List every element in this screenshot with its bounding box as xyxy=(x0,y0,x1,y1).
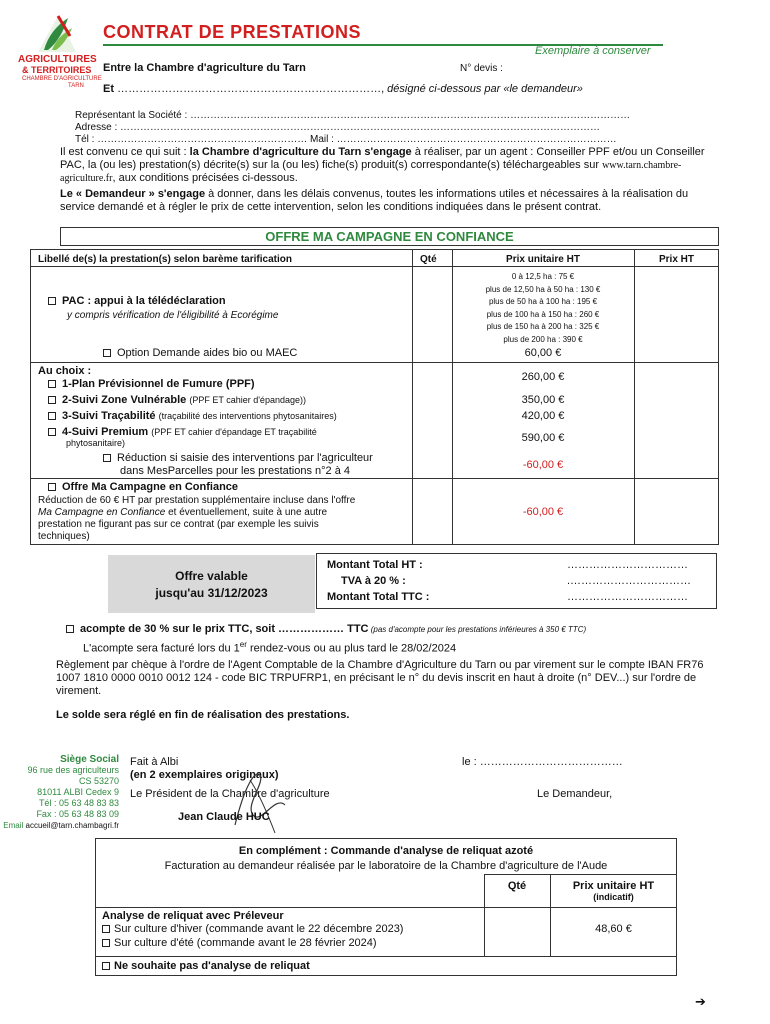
option-bio-checkbox[interactable] xyxy=(103,349,111,357)
mcc-line3: prestation ne figurant pas sur ce contrat (par exemple les suivis xyxy=(38,519,319,530)
total-ht-label: Montant Total HT : xyxy=(327,559,423,571)
coord-tel: Tél : ……………………………………………………… Mail : ………………………………………………………………………… xyxy=(75,134,617,145)
acompte-row xyxy=(66,623,586,635)
complement-header-top xyxy=(484,874,677,875)
complement-title: En complément : Commande d'analyse de reliquat azoté xyxy=(238,845,534,857)
siege-l3: 81011 ALBI Cedex 9 xyxy=(37,787,119,797)
row-sep-1 xyxy=(30,362,719,363)
le-date: le : ………………………………… xyxy=(462,756,623,768)
reduc-price: -60,00 € xyxy=(522,459,564,471)
svuln-row xyxy=(48,394,306,406)
mcc-line4: techniques) xyxy=(38,531,90,542)
acompte-date xyxy=(83,640,456,655)
sprem-checkbox[interactable] xyxy=(48,428,56,436)
mcc-line2-italic: Ma Campagne en Confiance xyxy=(38,507,166,518)
mcc-label: Offre Ma Campagne en Confiance xyxy=(62,481,239,493)
reduc-line1: Réduction si saisie des interventions par l'agriculteur xyxy=(117,452,373,464)
pac-price-3: plus de 100 ha à 150 ha : 260 € xyxy=(486,309,600,319)
strac-checkbox[interactable] xyxy=(48,412,56,420)
exemplaires-label: (en 2 exemplaires originaux) xyxy=(130,769,279,781)
sprem-price: 590,00 € xyxy=(521,432,565,444)
total-ttc-value: …………………………… xyxy=(567,591,688,603)
intro-paragraph-2 xyxy=(60,188,716,214)
logo-line3: CHAMBRE D'AGRICULTURE xyxy=(22,76,102,82)
pac-price-list xyxy=(452,271,634,346)
reglement-paragraph: Règlement par chèque à l'ordre de l'Agent Comptable de la Chambre d'Agriculture du Tarn ou par virement sur le compte IBAN FR76 1007 1810 0000 0010 0012 124 - code BIC TRPUFRP1, en précisant le n° du devis inscrit en haut à droite (n° DEV...) sur l'ordre de virement. xyxy=(56,659,704,697)
siege-l4: Tél : 05 63 48 83 83 xyxy=(38,798,119,808)
offre-title: OFFRE MA CAMPAGNE EN CONFIANCE xyxy=(265,229,514,244)
et-prefix: Et xyxy=(103,83,114,95)
ppf-checkbox[interactable] xyxy=(48,380,56,388)
sprem-sub1: (PPF ET cahier d'épandage ET traçabilité xyxy=(151,427,317,437)
complement-col-qte: Qté xyxy=(507,880,527,892)
intro-url-link[interactable]: www.tarn.chambre-agriculture.fr xyxy=(60,160,682,184)
coord-adresse: Adresse : ……………………………………………………………………………………………………………………………… xyxy=(75,122,601,133)
non-analyse-label: Ne souhaite pas d'analyse de reliquat xyxy=(114,960,310,972)
pac-price-5: plus de 200 ha : 390 € xyxy=(503,334,583,344)
siege-email-link[interactable]: accueil@tarn.chambagri.fr xyxy=(25,821,119,830)
col-sep-1 xyxy=(412,249,413,545)
col-libelle: Libellé de(s) la prestation(s) selon barème tarification xyxy=(38,254,292,265)
fait-a: Fait à Albi xyxy=(130,756,179,768)
siege-title: Siège Social xyxy=(60,754,119,765)
ppf-label: 1-Plan Prévisionnel de Fumure (PPF) xyxy=(62,378,255,390)
reduc-row xyxy=(103,452,373,464)
option-bio-row xyxy=(103,347,297,359)
col-sep-3 xyxy=(634,249,635,545)
sprem-label: 4-Suivi Premium xyxy=(62,426,149,438)
intro-p2-a: Le « Demandeur » s'engage xyxy=(60,188,206,200)
sprem-sub2: phytosanitaire) xyxy=(66,438,126,448)
ete-checkbox[interactable] xyxy=(102,939,110,947)
complement-col-pu-sub: (indicatif) xyxy=(593,892,634,902)
mcc-desc xyxy=(38,495,412,543)
intro-p1-d: , aux conditions précisées ci-dessous. xyxy=(112,172,298,184)
offre-valable-box xyxy=(108,555,315,613)
strac-label: 3-Suivi Traçabilité xyxy=(62,410,156,422)
acompte-label: acompte de 30 % sur le prix TTC, soit ……………… TTC xyxy=(80,623,369,635)
mcc-checkbox[interactable] xyxy=(48,483,56,491)
tva-value: .…………………………… xyxy=(567,575,692,587)
total-ht-value: …………………………… xyxy=(567,559,688,571)
option-bio-price: 60,00 € xyxy=(524,347,562,359)
acompte-checkbox[interactable] xyxy=(66,625,74,633)
mcc-line2 xyxy=(38,507,412,519)
option-bio-label: Option Demande aides bio ou MAEC xyxy=(117,347,298,359)
analyse-label: Analyse de reliquat avec Préleveur xyxy=(102,910,284,922)
pac-price-2: plus de 50 ha à 100 ha : 195 € xyxy=(488,297,598,306)
strac-row xyxy=(48,410,337,422)
logo-line1: AGRICULTURES xyxy=(18,54,97,65)
siege-l1: 96 rue des agriculteurs xyxy=(27,765,119,775)
svuln-label: 2-Suivi Zone Vulnérable xyxy=(62,394,187,406)
pac-subtitle: y compris vérification de l'éligibilité à Ecorégime xyxy=(67,310,279,321)
ppf-row xyxy=(48,378,255,390)
col-qte: Qté xyxy=(420,254,437,265)
mcc-line2-rest: et éventuellement, suite à une autre xyxy=(165,507,328,518)
strac-price: 420,00 € xyxy=(521,410,565,422)
pac-checkbox[interactable] xyxy=(48,297,56,305)
acompte-date-a: L'acompte sera facturé lors du 1 xyxy=(83,642,240,655)
strac-sub: (traçabilité des interventions phytosanitaires) xyxy=(158,411,337,421)
pac-label: PAC : appui à la télédéclaration xyxy=(62,295,226,307)
intro-p1-a: Il est convenu ce qui suit : xyxy=(60,146,190,158)
et-line xyxy=(103,83,583,95)
et-dots: ………………………………………………………………, xyxy=(117,83,385,95)
pac-price-4: plus de 150 ha à 200 ha : 325 € xyxy=(486,322,600,331)
complement-row-sep xyxy=(95,956,677,957)
signataire-nom: Jean Claude HUC xyxy=(178,811,270,823)
pac-row xyxy=(48,295,226,307)
logo xyxy=(18,14,102,94)
col-prix-unitaire: Prix unitaire HT xyxy=(506,254,580,265)
ete-label: Sur culture d'été (commande avant le 28 février 2024) xyxy=(114,937,377,949)
table-header-line xyxy=(30,266,719,267)
svuln-price: 350,00 € xyxy=(521,394,565,406)
president-label: Le Président de la Chambre d'agriculture xyxy=(130,788,330,800)
sprem-row xyxy=(48,426,317,438)
intro-p2-b: à donner, dans les délais convenus, toutes les informations utiles et nécessaires à la réalisation du service demandé et à régler le prix de cette intervention, selon les conditions indiquées dans le présent contrat. xyxy=(60,188,689,213)
next-page-arrow-icon[interactable]: ➔ xyxy=(695,995,706,1010)
siege-l2: CS 53270 xyxy=(78,776,119,786)
col-prix-ht: Prix HT xyxy=(658,254,694,265)
reduc-line2: dans MesParcelles pour les prestations n°2 à 4 xyxy=(120,465,351,477)
entre-label: Entre la Chambre d'agriculture du Tarn xyxy=(103,62,306,74)
complement-subtitle: Facturation au demandeur réalisée par le laboratoire de la Chambre d'agriculture de l'Aude xyxy=(164,860,608,872)
tva-label: TVA à 20 % : xyxy=(341,575,406,587)
au-choix-label: Au choix : xyxy=(38,365,92,377)
hiver-label: Sur culture d'hiver (commande avant le 22 décembre 2023) xyxy=(114,923,404,935)
devis-label: N° devis : xyxy=(460,63,503,74)
logo-line2: & TERRITOIRES xyxy=(22,65,92,75)
acompte-date-sup: er xyxy=(239,640,247,649)
intro-p1-b: la Chambre d'agriculture du Tarn s'engage xyxy=(189,146,412,158)
exemplaire-label: Exemplaire à conserver xyxy=(535,45,651,57)
logo-leaf-icon xyxy=(34,14,80,54)
svuln-checkbox[interactable] xyxy=(48,396,56,404)
ppf-price: 260,00 € xyxy=(521,371,565,383)
offre-valable-line1: Offre valable xyxy=(175,569,248,583)
siege-l5: Fax : 05 63 48 83 09 xyxy=(36,809,119,819)
ete-row xyxy=(102,937,377,949)
intro-paragraph-1 xyxy=(60,146,716,185)
mcc-price: -60,00 € xyxy=(522,506,564,518)
acompte-date-b: rendez-vous ou au plus tard le 28/02/2024 xyxy=(246,642,457,655)
complement-prix: 48,60 € xyxy=(595,923,632,935)
siege-email-label: Email xyxy=(3,821,26,830)
non-analyse-row xyxy=(102,960,310,972)
demandeur-label: Le Demandeur, xyxy=(537,788,613,800)
complement-header-bottom xyxy=(95,907,677,908)
et-suffix: désigné ci-dessous par «le demandeur» xyxy=(384,83,583,95)
logo-line4: TARN xyxy=(68,83,84,89)
acompte-note: (pas d'acompte pour les prestations inférieures à 350 € TTC) xyxy=(368,625,587,634)
hiver-checkbox[interactable] xyxy=(102,925,110,933)
coord-societe: Représentant la Société : …………………………………………………………………………………………………………………… xyxy=(75,110,631,121)
total-ttc-label: Montant Total TTC : xyxy=(327,591,430,603)
non-analyse-checkbox[interactable] xyxy=(102,962,110,970)
intro-p1-c: à réaliser, par un agent : Conseiller PPF et/ou un Conseiller PAC, la (ou les) prestation(s) décrite(s) sur la (ou les) fiche(s) produit(s) correspondante(s) téléchargeables sur xyxy=(60,146,705,171)
offre-valable-line2: jusqu'au 31/12/2023 xyxy=(155,586,268,600)
svuln-sub: (PPF ET cahier d'épandage)) xyxy=(189,395,306,405)
complement-col-pu: Prix unitaire HT xyxy=(572,880,655,892)
page-title: CONTRAT DE PRESTATIONS xyxy=(103,22,361,42)
hiver-row xyxy=(102,923,403,935)
pac-price-1: plus de 12,50 ha à 50 ha : 130 € xyxy=(485,284,601,294)
siege-l6 xyxy=(0,820,119,831)
reduc-checkbox[interactable] xyxy=(103,454,111,462)
row-sep-2 xyxy=(30,478,719,479)
signature-scribble-icon xyxy=(215,765,295,835)
siege-social xyxy=(0,754,119,831)
solde-label: Le solde sera réglé en fin de réalisation des prestations. xyxy=(56,709,350,721)
pac-price-0: 0 à 12,5 ha : 75 € xyxy=(511,272,575,281)
mcc-row xyxy=(48,481,238,493)
mcc-line1: Réduction de 60 € HT par prestation supplémentaire incluse dans l'offre xyxy=(38,495,356,506)
